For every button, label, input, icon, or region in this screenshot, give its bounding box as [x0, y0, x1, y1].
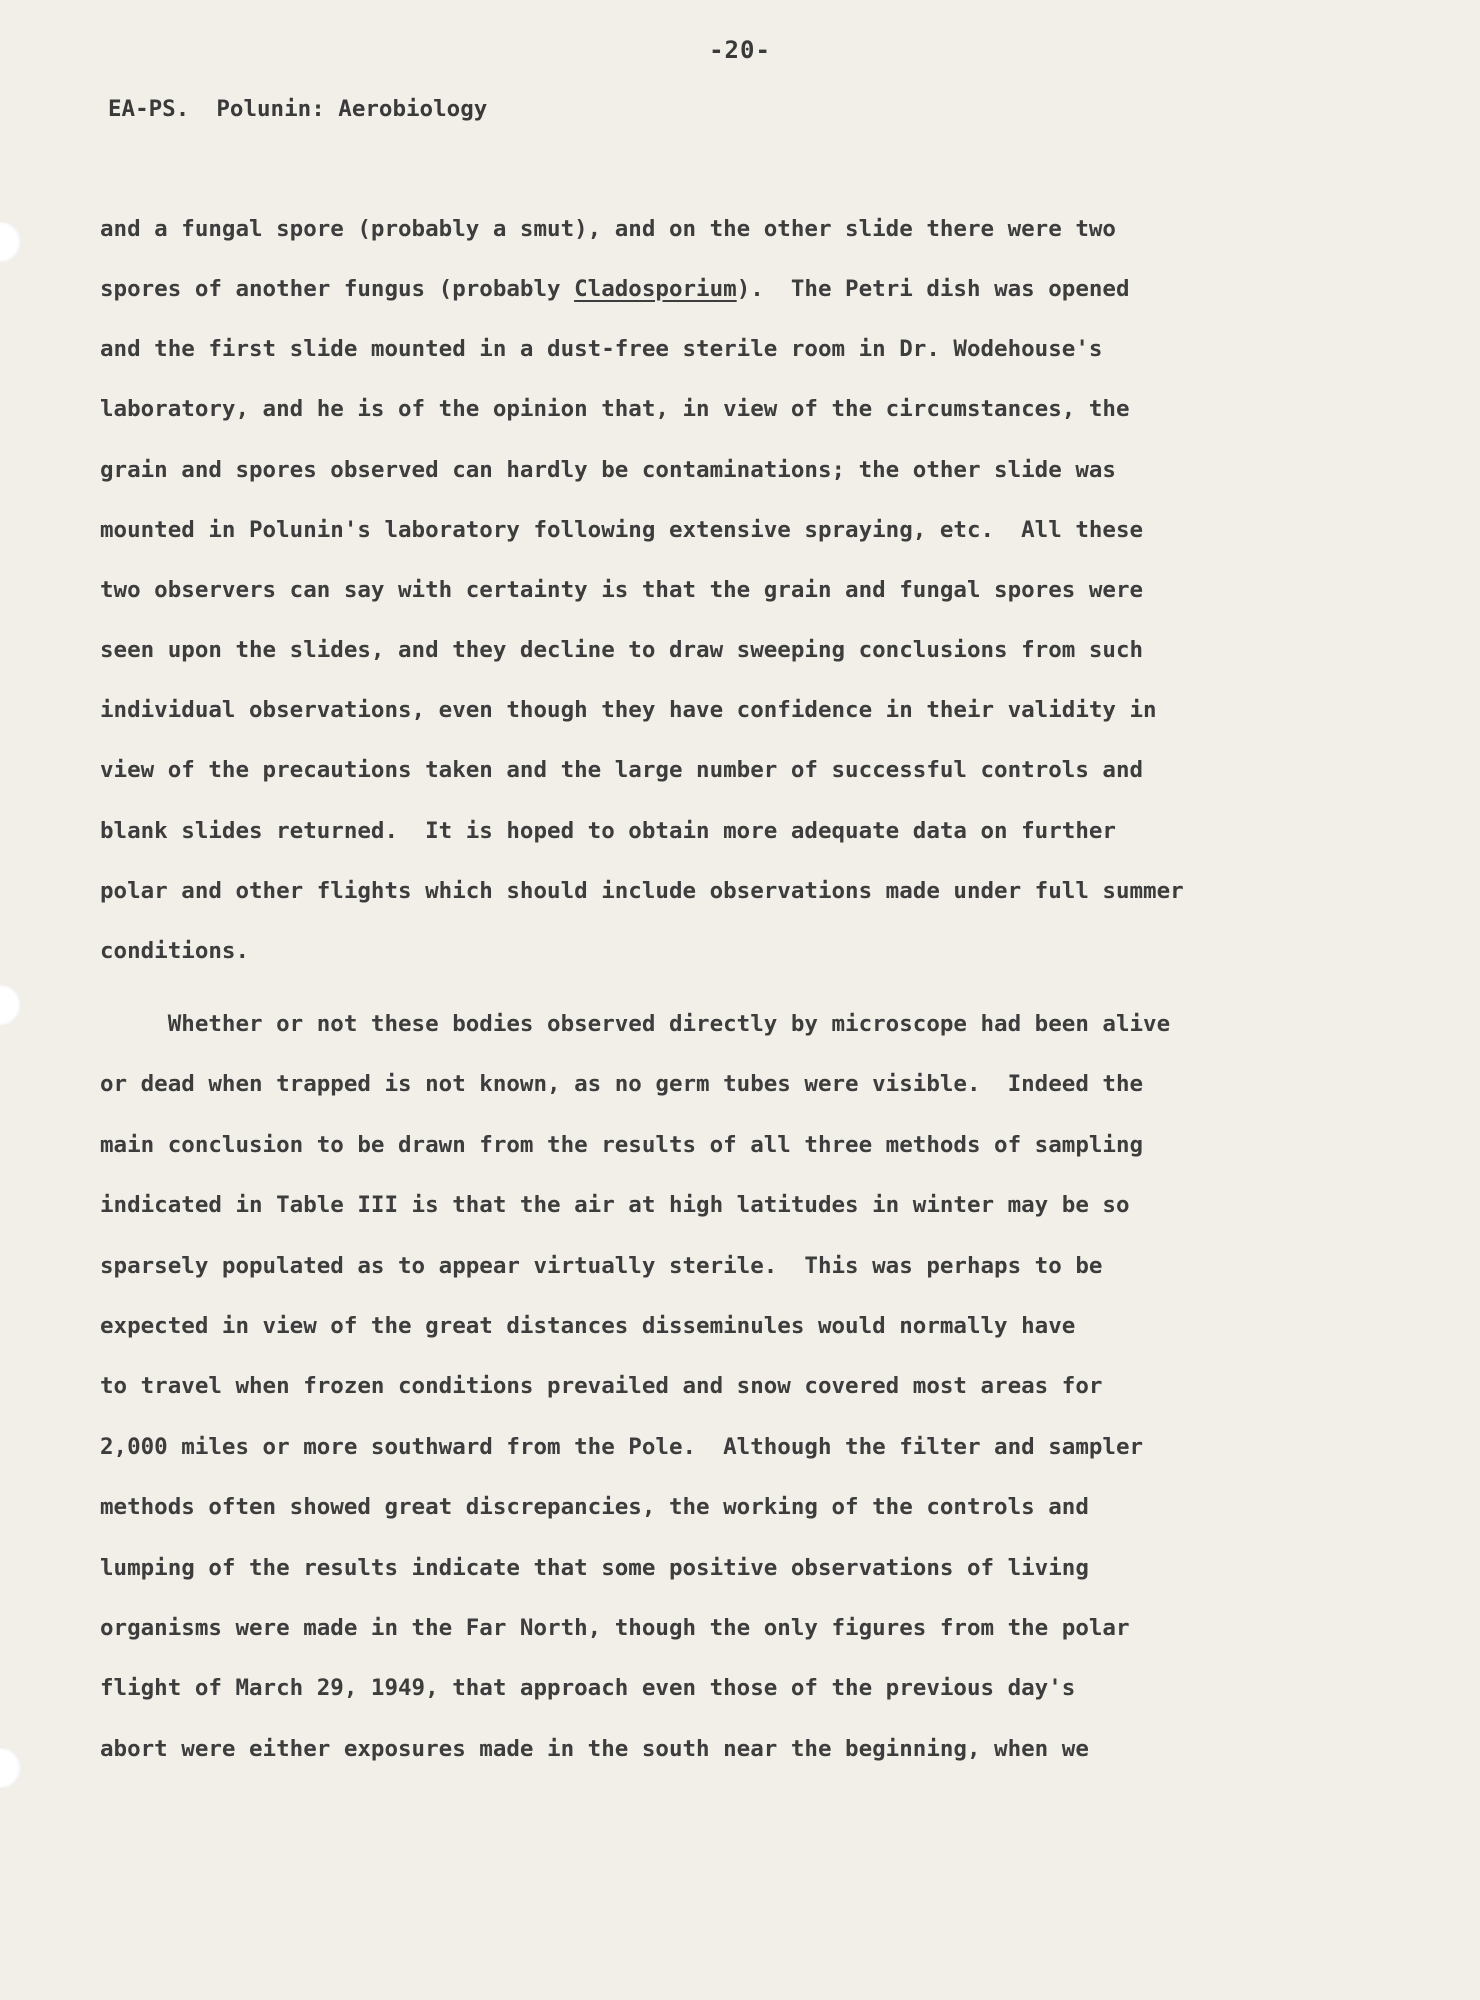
text-segment: conditions. — [100, 938, 250, 964]
text-segment: ). The Petri dish was opened — [736, 276, 1130, 302]
text-line — [100, 579, 1143, 602]
text-segment: abort were either exposures made in the south near the beginning, when we — [100, 1736, 1089, 1762]
punch-hole — [0, 1748, 22, 1788]
text-segment: blank slides returned. It is hoped to obtain more adequate data on further — [100, 818, 1116, 844]
text-line — [100, 940, 249, 963]
text-segment: methods often showed great discrepancies, the working of the controls and — [100, 1494, 1089, 1520]
text-segment: main conclusion to be drawn from the results of all three methods of sampling — [100, 1132, 1144, 1158]
running-head: EA-PS. Polunin: Aerobiology — [108, 96, 488, 122]
text-line — [100, 1496, 1089, 1519]
text-segment: lumping of the results indicate that some positive observations of living — [100, 1555, 1089, 1581]
text-segment: spores of another fungus (probably — [100, 276, 575, 302]
punch-hole — [0, 985, 22, 1025]
text-segment: expected in view of the great distances disseminules would normally have — [100, 1313, 1076, 1339]
text-line — [100, 1436, 1143, 1459]
text-line — [100, 1738, 1089, 1761]
text-segment: or dead when trapped is not known, as no germ tubes were visible. Indeed the — [100, 1071, 1144, 1097]
text-segment: and the first slide mounted in a dust-free sterile room in Dr. Wodehouse's — [100, 336, 1103, 362]
text-line — [100, 278, 1130, 301]
page-number: -20- — [709, 36, 771, 64]
text-line — [100, 1013, 1170, 1036]
text-line — [100, 1375, 1102, 1398]
text-line — [100, 1073, 1143, 1096]
text-line — [100, 1617, 1130, 1640]
text-line — [100, 1134, 1143, 1157]
text-line — [100, 218, 1116, 241]
text-line — [100, 519, 1143, 542]
text-segment: individual observations, even though they have confidence in their validity in — [100, 697, 1157, 723]
punch-hole — [0, 222, 22, 262]
text-segment: seen upon the slides, and they decline to draw sweeping conclusions from such — [100, 637, 1144, 663]
text-line — [100, 1194, 1130, 1217]
text-segment: Whether or not these bodies observed directly by microscope had been alive — [100, 1011, 1171, 1037]
text-line — [100, 338, 1102, 361]
text-segment: grain and spores observed can hardly be contaminations; the other slide was — [100, 457, 1116, 483]
text-segment: and a fungal spore (probably a smut), and on the other slide there were two — [100, 216, 1116, 242]
text-segment: two observers can say with certainty is that the grain and fungal spores were — [100, 577, 1144, 603]
text-line — [100, 759, 1143, 782]
text-line — [100, 880, 1184, 903]
text-line — [100, 820, 1116, 843]
text-segment: flight of March 29, 1949, that approach even those of the previous day's — [100, 1675, 1076, 1701]
text-segment: organisms were made in the Far North, though the only figures from the polar — [100, 1615, 1130, 1641]
text-segment: view of the precautions taken and the large number of successful controls and — [100, 757, 1144, 783]
text-line — [100, 1315, 1075, 1338]
text-segment: sparsely populated as to appear virtually sterile. This was perhaps to be — [100, 1253, 1103, 1279]
text-line — [100, 699, 1157, 722]
text-line — [100, 1255, 1102, 1278]
text-segment: mounted in Polunin's laboratory following extensive spraying, etc. All these — [100, 517, 1144, 543]
text-line — [100, 459, 1116, 482]
text-segment: 2,000 miles or more southward from the Pole. Although the filter and sampler — [100, 1434, 1144, 1460]
text-line — [100, 639, 1143, 662]
text-line — [100, 1557, 1089, 1580]
text-segment: polar and other flights which should include observations made under full summer — [100, 878, 1184, 904]
italic-genus-name: Cladosporium — [574, 276, 737, 302]
text-segment: laboratory, and he is of the opinion that, in view of the circumstances, the — [100, 396, 1130, 422]
text-line — [100, 398, 1130, 421]
text-line — [100, 1677, 1075, 1700]
text-segment: to travel when frozen conditions prevailed and snow covered most areas for — [100, 1373, 1103, 1399]
text-segment: indicated in Table III is that the air at high latitudes in winter may be so — [100, 1192, 1130, 1218]
